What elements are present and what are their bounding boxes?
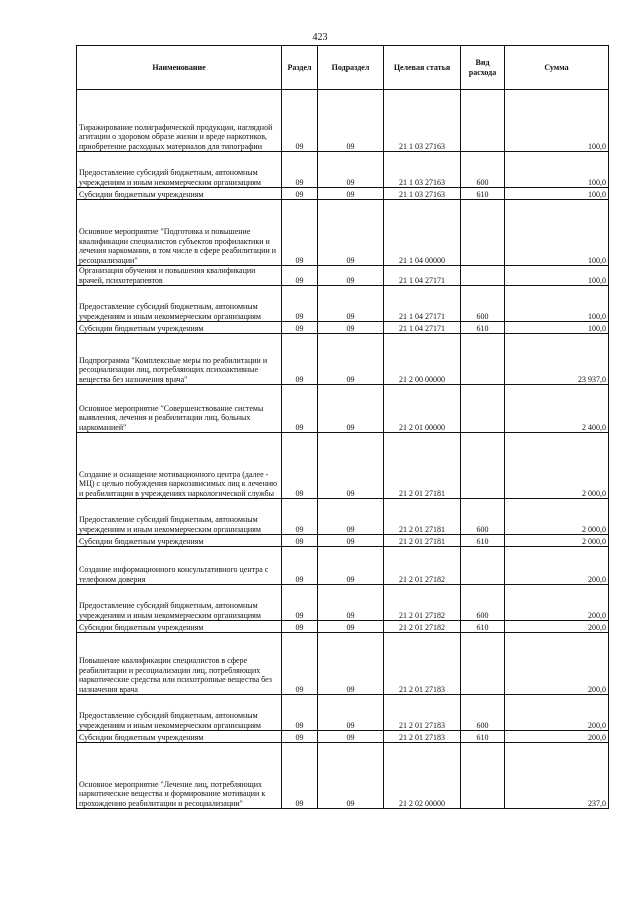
table-row bbox=[77, 200, 609, 266]
cell-subsection: 09 bbox=[318, 90, 384, 152]
cell-target: 21 2 01 27182 bbox=[384, 547, 461, 585]
cell-sum: 100,0 bbox=[505, 90, 609, 152]
cell-name: Субсидии бюджетным учреждениям bbox=[77, 535, 282, 547]
header-subsection: Подраздел bbox=[318, 46, 384, 90]
cell-section: 09 bbox=[282, 499, 318, 535]
cell-sum: 200,0 bbox=[505, 547, 609, 585]
cell-section: 09 bbox=[282, 695, 318, 731]
cell-sum: 100,0 bbox=[505, 322, 609, 334]
cell-name: Субсидии бюджетным учреждениям bbox=[77, 188, 282, 200]
cell-section: 09 bbox=[282, 585, 318, 621]
cell-type bbox=[461, 547, 505, 585]
cell-subsection: 09 bbox=[318, 188, 384, 200]
cell-sum: 200,0 bbox=[505, 695, 609, 731]
cell-subsection: 09 bbox=[318, 286, 384, 322]
cell-name: Предоставление субсидий бюджетным, автономным учреждениям и иным некоммерческим организациям bbox=[77, 152, 282, 188]
cell-name: Основное мероприятие "Лечение лиц, потребляющих наркотические вещества и формирование мотивации к прохождению реабилитации и ресоциализации" bbox=[77, 743, 282, 809]
cell-subsection: 09 bbox=[318, 152, 384, 188]
cell-section: 09 bbox=[282, 621, 318, 633]
cell-sum: 100,0 bbox=[505, 266, 609, 286]
cell-type bbox=[461, 743, 505, 809]
cell-sum: 200,0 bbox=[505, 633, 609, 695]
cell-section: 09 bbox=[282, 633, 318, 695]
cell-section: 09 bbox=[282, 731, 318, 743]
cell-type bbox=[461, 266, 505, 286]
cell-type: 600 bbox=[461, 499, 505, 535]
table-row bbox=[77, 535, 609, 547]
table-body bbox=[77, 90, 609, 809]
cell-target: 21 2 01 27181 bbox=[384, 535, 461, 547]
cell-target: 21 2 01 27181 bbox=[384, 433, 461, 499]
cell-subsection: 09 bbox=[318, 334, 384, 385]
cell-target: 21 2 01 27182 bbox=[384, 621, 461, 633]
table-row bbox=[77, 731, 609, 743]
cell-target: 21 1 03 27163 bbox=[384, 90, 461, 152]
cell-section: 09 bbox=[282, 334, 318, 385]
cell-target: 21 1 04 27171 bbox=[384, 322, 461, 334]
table-row bbox=[77, 433, 609, 499]
cell-target: 21 1 04 27171 bbox=[384, 286, 461, 322]
cell-sum: 200,0 bbox=[505, 621, 609, 633]
cell-name: Предоставление субсидий бюджетным, автономным учреждениям и иным некоммерческим организациям bbox=[77, 499, 282, 535]
cell-target: 21 1 04 00000 bbox=[384, 200, 461, 266]
cell-type bbox=[461, 385, 505, 433]
table-row bbox=[77, 499, 609, 535]
cell-subsection: 09 bbox=[318, 731, 384, 743]
cell-name: Повышение квалификации специалистов в сфере реабилитации и ресоциализации лиц, потребляющих наркотические средства или психотропные вещества без назначения врача bbox=[77, 633, 282, 695]
page-number: 423 bbox=[312, 32, 328, 43]
table-row bbox=[77, 385, 609, 433]
cell-sum: 23 937,0 bbox=[505, 334, 609, 385]
cell-subsection: 09 bbox=[318, 547, 384, 585]
cell-subsection: 09 bbox=[318, 633, 384, 695]
header-type: Вид расхода bbox=[461, 46, 505, 90]
cell-target: 21 2 01 27183 bbox=[384, 731, 461, 743]
cell-subsection: 09 bbox=[318, 266, 384, 286]
cell-name: Предоставление субсидий бюджетным, автономным учреждениям и иным некоммерческим организациям bbox=[77, 695, 282, 731]
cell-type bbox=[461, 334, 505, 385]
cell-type bbox=[461, 200, 505, 266]
cell-type bbox=[461, 90, 505, 152]
cell-sum: 2 000,0 bbox=[505, 433, 609, 499]
cell-name: Тиражирование полиграфической продукции, наглядной агитации о здоровом образе жизни и вреде наркотиков, приобретение расходных материалов для типографии bbox=[77, 90, 282, 152]
cell-name: Субсидии бюджетным учреждениям bbox=[77, 322, 282, 334]
cell-section: 09 bbox=[282, 322, 318, 334]
table-row bbox=[77, 266, 609, 286]
cell-subsection: 09 bbox=[318, 499, 384, 535]
header-name: Наименование bbox=[77, 46, 282, 90]
header-sum: Сумма bbox=[505, 46, 609, 90]
table-row bbox=[77, 322, 609, 334]
table-row bbox=[77, 585, 609, 621]
table-row bbox=[77, 334, 609, 385]
cell-sum: 2 400,0 bbox=[505, 385, 609, 433]
cell-name: Предоставление субсидий бюджетным, автономным учреждениям и иным некоммерческим организациям bbox=[77, 585, 282, 621]
cell-name: Основное мероприятие "Совершенствование системы выявления, лечения и реабилитации лиц, больных наркоманией" bbox=[77, 385, 282, 433]
cell-subsection: 09 bbox=[318, 621, 384, 633]
cell-type: 600 bbox=[461, 695, 505, 731]
cell-sum: 200,0 bbox=[505, 585, 609, 621]
cell-section: 09 bbox=[282, 547, 318, 585]
cell-target: 21 2 02 00000 bbox=[384, 743, 461, 809]
cell-subsection: 09 bbox=[318, 743, 384, 809]
cell-section: 09 bbox=[282, 385, 318, 433]
cell-subsection: 09 bbox=[318, 585, 384, 621]
cell-type: 600 bbox=[461, 152, 505, 188]
cell-type: 610 bbox=[461, 621, 505, 633]
cell-subsection: 09 bbox=[318, 385, 384, 433]
cell-type: 610 bbox=[461, 322, 505, 334]
cell-section: 09 bbox=[282, 90, 318, 152]
cell-subsection: 09 bbox=[318, 433, 384, 499]
cell-name: Субсидии бюджетным учреждениям bbox=[77, 621, 282, 633]
cell-target: 21 2 01 27183 bbox=[384, 633, 461, 695]
cell-sum: 100,0 bbox=[505, 152, 609, 188]
cell-name: Основное мероприятие "Подготовка и повышение квалификации специалистов субъектов профилактики и лечения наркомании, в том числе в сфере реабилитации и ресоциализации" bbox=[77, 200, 282, 266]
cell-section: 09 bbox=[282, 266, 318, 286]
cell-name: Подпрограмма "Комплексные меры по реабилитации и ресоциализации лиц, потребляющих психоактивные вещества без назначения врача" bbox=[77, 334, 282, 385]
cell-target: 21 2 01 00000 bbox=[384, 385, 461, 433]
cell-section: 09 bbox=[282, 286, 318, 322]
cell-type: 610 bbox=[461, 731, 505, 743]
cell-section: 09 bbox=[282, 152, 318, 188]
table-row bbox=[77, 547, 609, 585]
cell-type bbox=[461, 433, 505, 499]
cell-sum: 237,0 bbox=[505, 743, 609, 809]
table-row bbox=[77, 152, 609, 188]
cell-section: 09 bbox=[282, 743, 318, 809]
header-target: Целевая статья bbox=[384, 46, 461, 90]
cell-sum: 100,0 bbox=[505, 200, 609, 266]
cell-target: 21 2 01 27182 bbox=[384, 585, 461, 621]
cell-sum: 200,0 bbox=[505, 731, 609, 743]
cell-target: 21 1 03 27163 bbox=[384, 188, 461, 200]
cell-sum: 2 000,0 bbox=[505, 499, 609, 535]
cell-name: Субсидии бюджетным учреждениям bbox=[77, 731, 282, 743]
cell-type: 600 bbox=[461, 585, 505, 621]
cell-type: 610 bbox=[461, 188, 505, 200]
cell-section: 09 bbox=[282, 200, 318, 266]
cell-name: Создание информационного консультативного центра с телефоном доверия bbox=[77, 547, 282, 585]
cell-name: Организация обучения и повышения квалификации врачей, психотерапевтов bbox=[77, 266, 282, 286]
table-row bbox=[77, 633, 609, 695]
cell-name: Создание и оснащение мотивационного центра (далее - МЦ) с целью побуждения наркозависимых лиц к лечению и реабилитации в учреждениях наркологической службы bbox=[77, 433, 282, 499]
cell-section: 09 bbox=[282, 188, 318, 200]
cell-name: Предоставление субсидий бюджетным, автономным учреждениям и иным некоммерческим организациям bbox=[77, 286, 282, 322]
cell-type: 610 bbox=[461, 535, 505, 547]
table-row bbox=[77, 695, 609, 731]
cell-sum: 100,0 bbox=[505, 286, 609, 322]
cell-subsection: 09 bbox=[318, 322, 384, 334]
table-header-row bbox=[77, 46, 609, 90]
header-section: Раздел bbox=[282, 46, 318, 90]
table-row bbox=[77, 188, 609, 200]
cell-subsection: 09 bbox=[318, 695, 384, 731]
cell-section: 09 bbox=[282, 433, 318, 499]
cell-sum: 100,0 bbox=[505, 188, 609, 200]
cell-type bbox=[461, 633, 505, 695]
cell-target: 21 2 01 27183 bbox=[384, 695, 461, 731]
cell-type: 600 bbox=[461, 286, 505, 322]
cell-target: 21 2 00 00000 bbox=[384, 334, 461, 385]
budget-table bbox=[76, 45, 609, 809]
cell-section: 09 bbox=[282, 535, 318, 547]
table-row bbox=[77, 286, 609, 322]
table-row bbox=[77, 743, 609, 809]
table-row bbox=[77, 90, 609, 152]
cell-subsection: 09 bbox=[318, 200, 384, 266]
cell-target: 21 1 03 27163 bbox=[384, 152, 461, 188]
table-row bbox=[77, 621, 609, 633]
cell-subsection: 09 bbox=[318, 535, 384, 547]
cell-target: 21 2 01 27181 bbox=[384, 499, 461, 535]
cell-sum: 2 000,0 bbox=[505, 535, 609, 547]
cell-target: 21 1 04 27171 bbox=[384, 266, 461, 286]
